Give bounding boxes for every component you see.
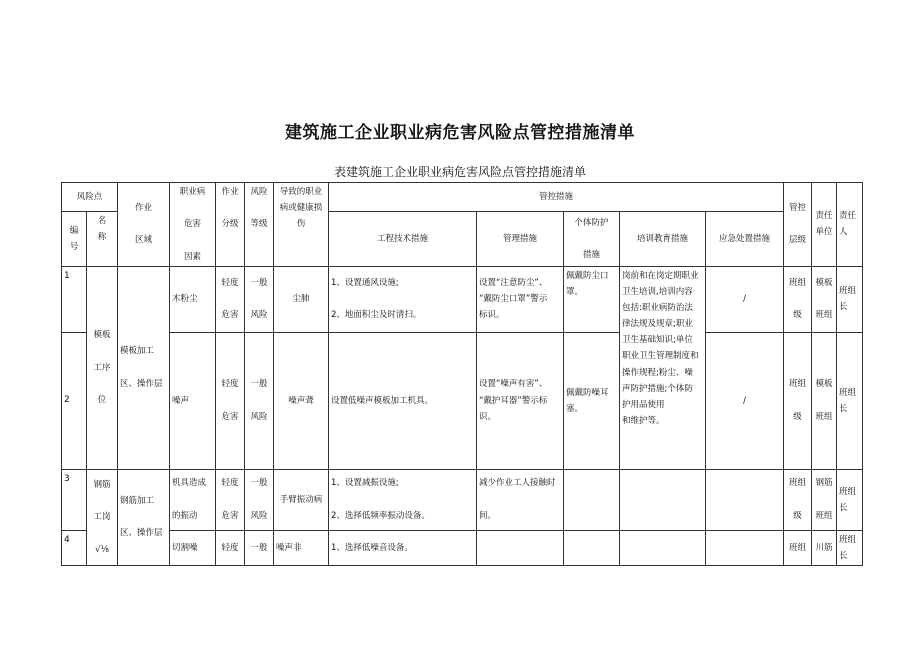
- emergency-measures: /: [706, 266, 784, 332]
- document-title: 建筑施工企业职业病危害风险点管控措施清单: [285, 123, 635, 143]
- table-title: 表建筑施工企业职业病危害风险点管控措施清单: [333, 165, 586, 179]
- risk-point-name: 模板 工序 位: [87, 266, 118, 469]
- control-level: 班组 级: [784, 332, 812, 469]
- engineering-measures: 1、设置减振设施; 2、选择低频率振动设备。: [329, 469, 477, 530]
- ppe-measures: 佩戴防噪耳 塞。: [564, 332, 620, 469]
- risk-control-table: [61, 182, 863, 566]
- disease: 噪声聋: [274, 332, 329, 469]
- management-measures: [477, 530, 564, 565]
- resp-person: 班组长: [837, 266, 863, 332]
- hazard-factor: 机具造成 的振动: [170, 469, 216, 530]
- risk-point-name: 钢筋 工岗 √⅛: [87, 469, 118, 565]
- emergency-measures: [706, 530, 784, 565]
- grading: 轻度 危害: [216, 266, 245, 332]
- header-work-area: 作业 区域: [118, 183, 170, 267]
- table-row: [62, 530, 863, 565]
- table-row: [62, 332, 863, 469]
- risk-level: 一般 风险: [245, 332, 274, 469]
- training-measures: 岗前和在岗定期职业 卫生培训,培训内容 包括:职业病防治法 律法规及规章;职业 卫生基础知识;单位 职业卫生管理制度和 操作规程;粉尘、噪 声防护措施;个体防 护用品使用 和维护等。: [620, 266, 706, 469]
- resp-person: 班组长: [837, 469, 863, 530]
- grading: 轻度 危害: [216, 469, 245, 530]
- header-emergency: 应急处置措施: [706, 212, 784, 267]
- management-measures: 设置“注意防尘”、 “戴防尘口罩”警示 标识。: [477, 266, 564, 332]
- header-row-1: [62, 183, 863, 212]
- grading: 轻度 危害: [216, 332, 245, 469]
- control-level: 班组: [784, 530, 812, 565]
- disease: 尘肺: [274, 266, 329, 332]
- ppe-measures: [564, 530, 620, 565]
- ppe-measures: 佩戴防尘口 罩。: [564, 266, 620, 332]
- management-measures: 设置“噪声有害”、 “戴护耳器”警示标 识。: [477, 332, 564, 469]
- training-measures: [620, 469, 706, 530]
- row-number: 3: [62, 469, 87, 530]
- engineering-measures: 1、选择低噪音设备。: [329, 530, 477, 565]
- header-ppe: 个体防护 措施: [564, 212, 620, 267]
- header-risk-point: 风险点: [62, 183, 118, 212]
- control-level: 班组 级: [784, 469, 812, 530]
- header-resp-unit: 责任 单位: [812, 183, 837, 267]
- hazard-factor: 切割噪: [170, 530, 216, 565]
- header-disease: 导致的职业 病或健康损 伤: [274, 183, 329, 267]
- disease: 噪声非: [274, 530, 329, 565]
- header-training: 培训教育措施: [620, 212, 706, 267]
- emergency-measures: [706, 469, 784, 530]
- engineering-measures: 设置低噪声模板加工机具。: [329, 332, 477, 469]
- table-row: [62, 266, 863, 332]
- work-area: 模板加工 区、操作层: [118, 266, 170, 469]
- header-engineering: 工程技术措施: [329, 212, 477, 267]
- resp-unit: 钢筋 班组: [812, 469, 837, 530]
- hazard-factor: 木粉尘: [170, 266, 216, 332]
- table-row: [62, 469, 863, 530]
- row-number: 1: [62, 266, 87, 332]
- training-measures: [620, 530, 706, 565]
- disease: 手臂振动病: [274, 469, 329, 530]
- risk-level: 一般 风险: [245, 266, 274, 332]
- header-resp-person: 责任 人: [837, 183, 863, 267]
- header-control-measures: 管控措施: [329, 183, 784, 212]
- ppe-measures: [564, 469, 620, 530]
- header-name: 名 称: [87, 212, 118, 267]
- resp-unit: 模板 班组: [812, 332, 837, 469]
- row-number: 4: [62, 530, 87, 565]
- header-number: 编 号: [62, 212, 87, 267]
- resp-person: 班组长: [837, 530, 863, 565]
- resp-unit: 模板 班组: [812, 266, 837, 332]
- control-level: 班组 级: [784, 266, 812, 332]
- header-control-level: 管控 层级: [784, 183, 812, 267]
- header-management: 管理措施: [477, 212, 564, 267]
- row-number: 2: [62, 332, 87, 469]
- work-area: 钢筋加工 区、操作层: [118, 469, 170, 565]
- risk-level: 一般 风险: [245, 469, 274, 530]
- header-hazard-factor: 职业病 危害 因素: [170, 183, 216, 267]
- emergency-measures: /: [706, 332, 784, 469]
- header-risk-level: 风险 等级: [245, 183, 274, 267]
- grading: 轻度: [216, 530, 245, 565]
- risk-level: 一般: [245, 530, 274, 565]
- hazard-factor: 噪声: [170, 332, 216, 469]
- resp-unit: 川筋: [812, 530, 837, 565]
- header-grading: 作业 分级: [216, 183, 245, 267]
- engineering-measures: 1、设置通风设施; 2、地面积尘及时清扫。: [329, 266, 477, 332]
- resp-person: 班组长: [837, 332, 863, 469]
- management-measures: 减少作业工人接触时 间。: [477, 469, 564, 530]
